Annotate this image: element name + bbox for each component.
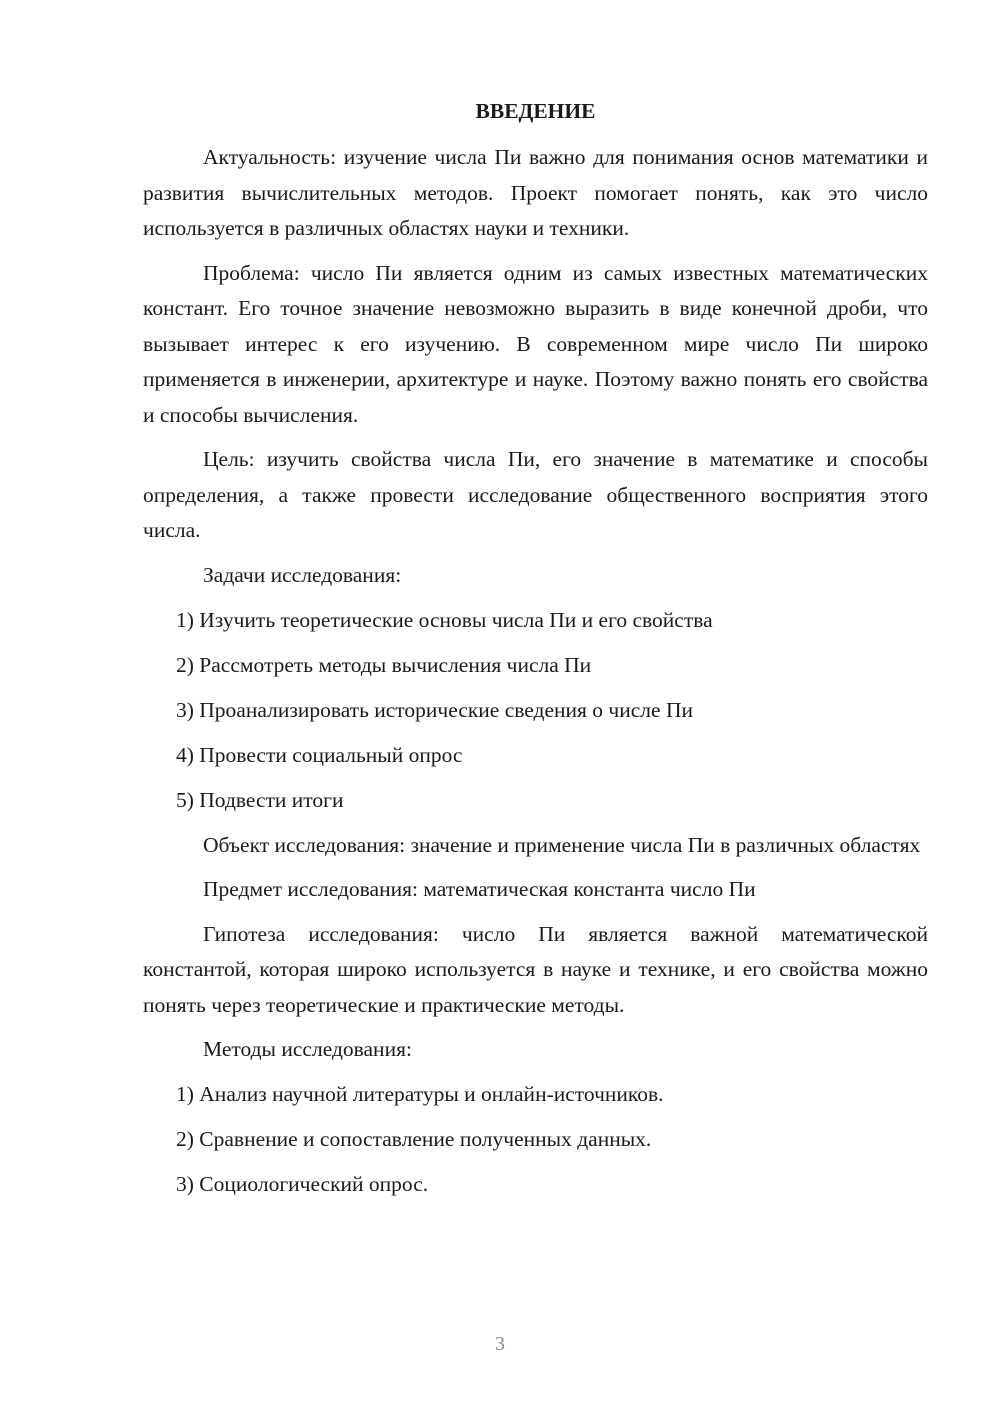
method-item: 1) Анализ научной литературы и онлайн-источников. xyxy=(176,1082,664,1106)
page-number: 3 xyxy=(495,1333,505,1355)
method-item: 3) Социологический опрос. xyxy=(176,1172,429,1196)
tasks-heading: Задачи исследования: xyxy=(203,562,402,587)
task-item: 1) Изучить теоретические основы числа Пи и его свойства xyxy=(176,607,713,632)
task-item: 2) Рассмотреть методы вычисления числа Пи xyxy=(176,652,592,677)
task-item: 4) Провести социальный опрос xyxy=(176,742,463,767)
subject-paragraph: Предмет исследования: математическая константа число Пи xyxy=(203,877,756,901)
hypothesis-paragraph: Гипотеза исследования: число Пи является важной математической константой, которая широко используется в науке и технике, и его свойства можно понять через теоретические и практические методы. xyxy=(143,921,928,1017)
section-title: ВВЕДЕНИЕ xyxy=(475,99,596,123)
task-item: 5) Подвести итоги xyxy=(176,787,344,812)
relevance-paragraph: Актуальность: изучение числа Пи важно для понимания основ математики и развития вычислительных методов. Проект помогает понять, как это число используется в различных областях науки и техники. xyxy=(143,145,928,240)
method-item: 2) Сравнение и сопоставление полученных данных. xyxy=(176,1127,652,1151)
task-item: 3) Проанализировать исторические сведения о числе Пи xyxy=(176,697,693,722)
document-page xyxy=(143,96,928,1212)
methods-heading: Методы исследования: xyxy=(203,1037,412,1061)
goal-paragraph: Цель: изучить свойства числа Пи, его значение в математике и способы определения, а также провести исследование общественного восприятия этого числа. xyxy=(143,447,928,542)
problem-paragraph: Проблема: число Пи является одним из самых известных математических констант. Его точное значение невозможно выразить в виде конечной дроби, что вызывает интерес к его изучению. В современном мире число Пи широко применяется в инженерии, архитектуре и науке. Поэтому важно понять его свойства и способы вычисления. xyxy=(143,260,928,427)
object-paragraph: Объект исследования: значение и применение числа Пи в различных областях xyxy=(203,832,921,857)
